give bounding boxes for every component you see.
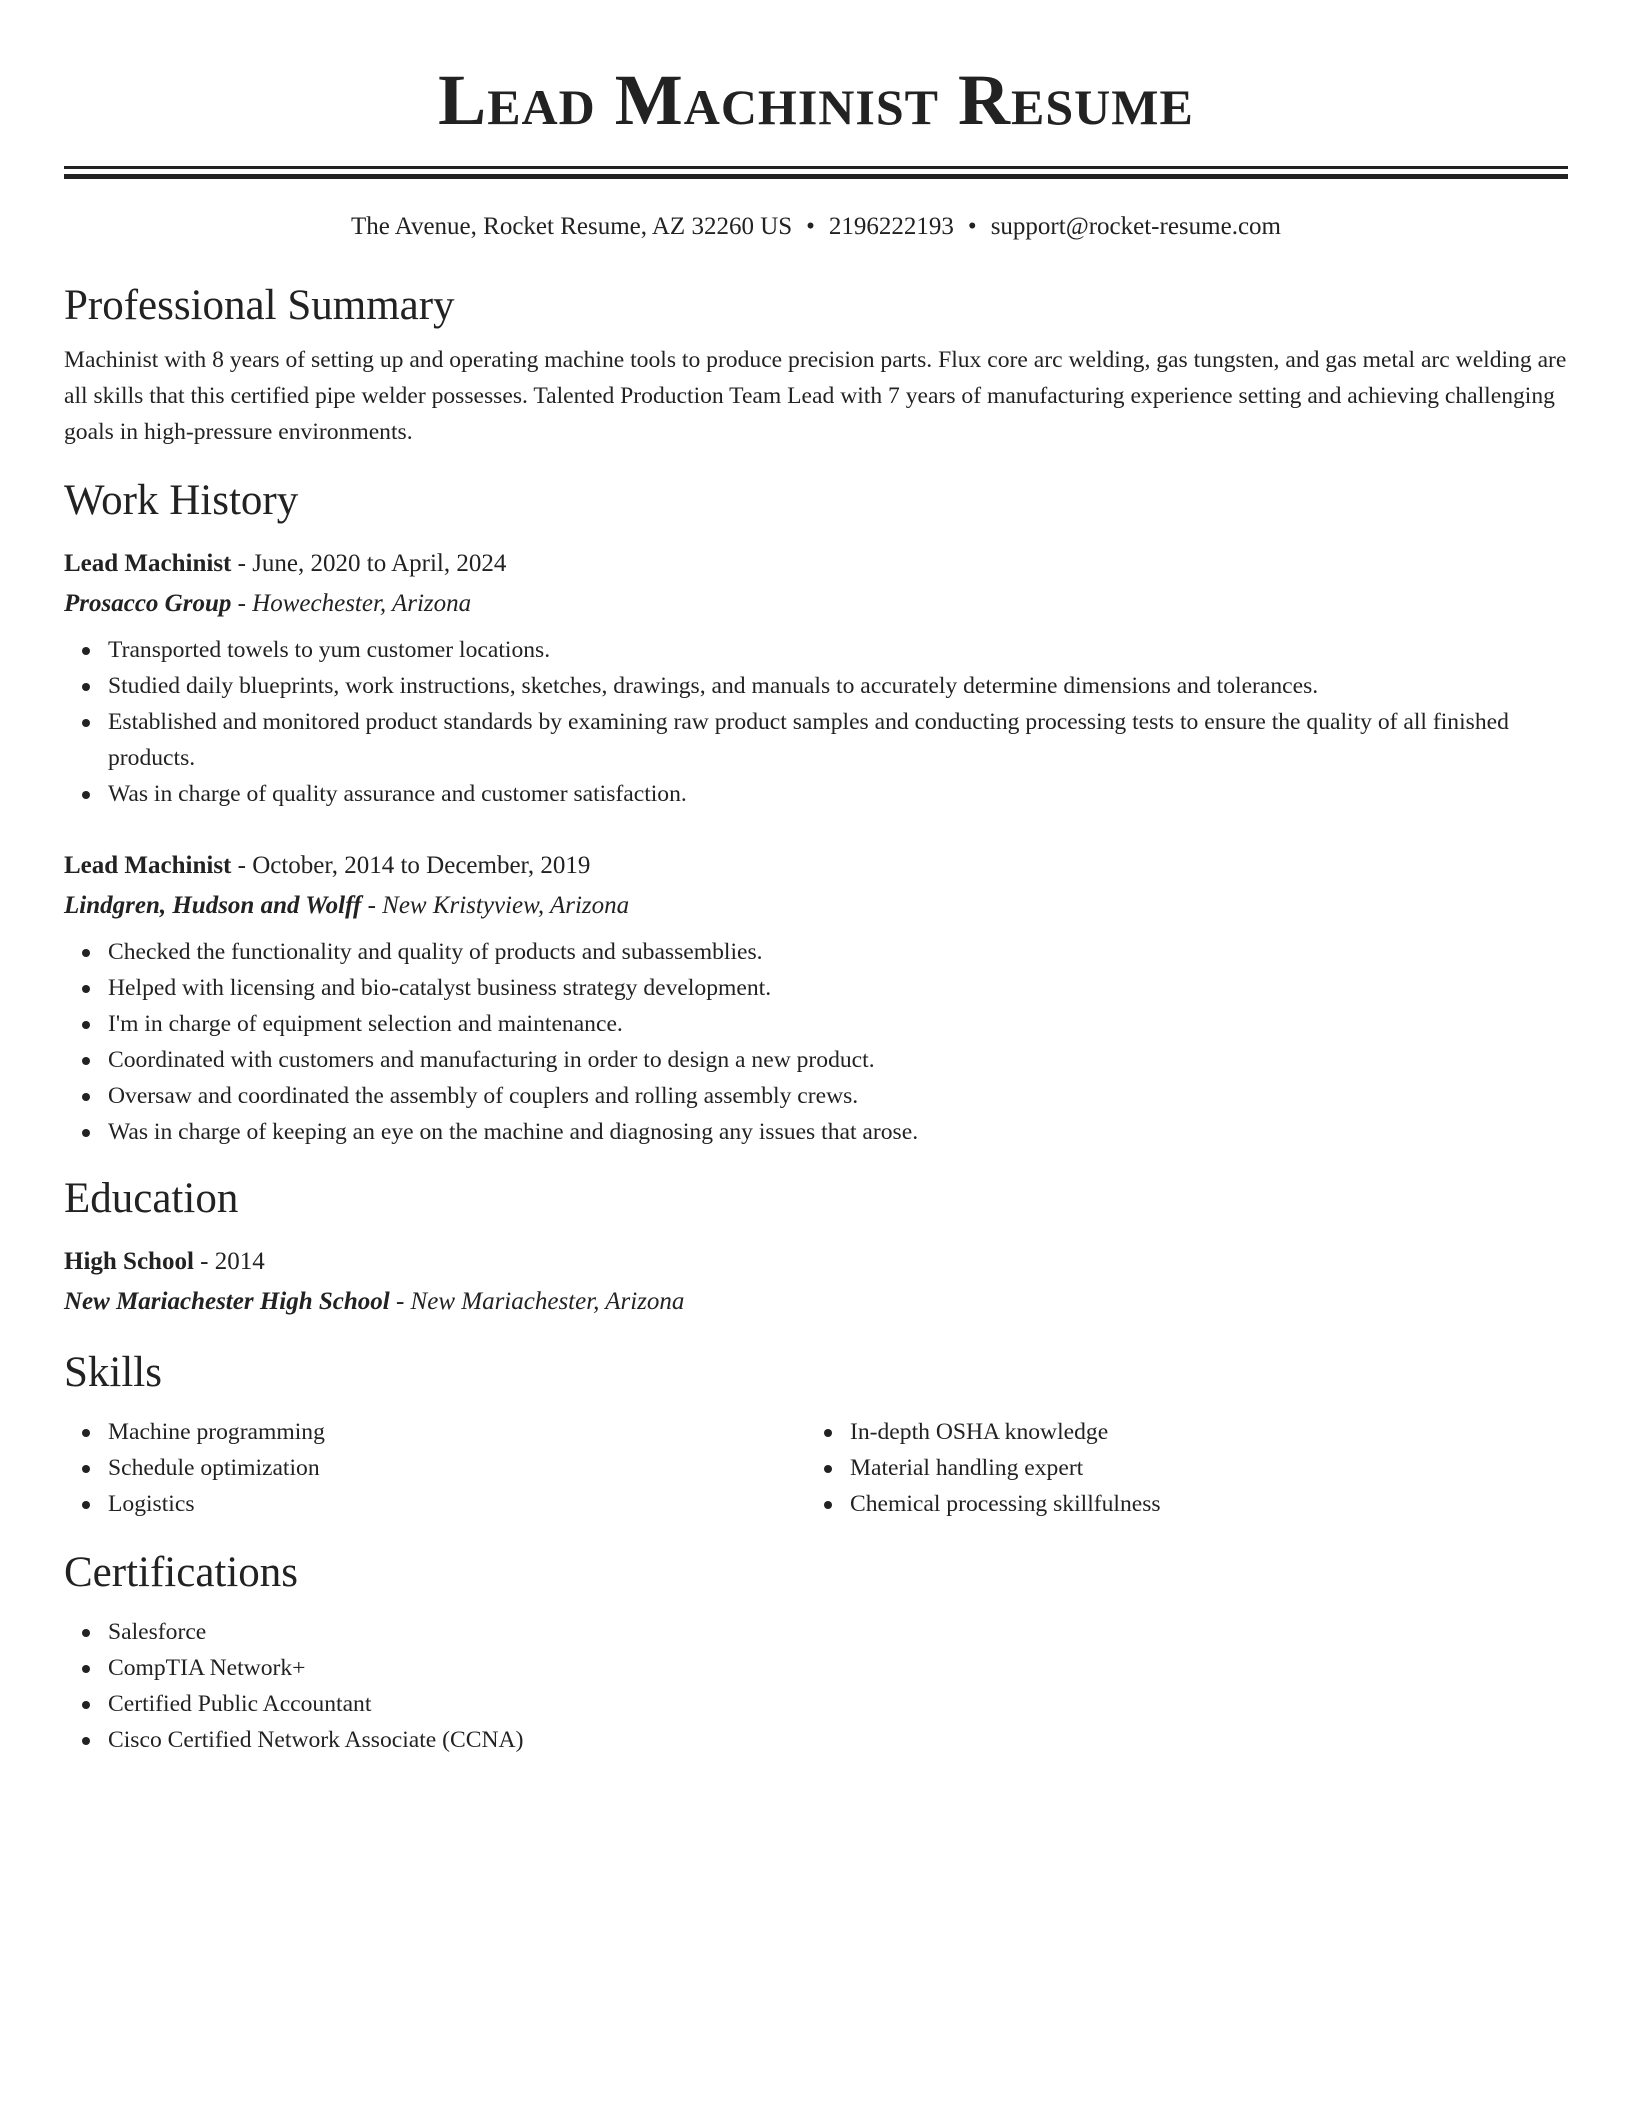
job-entry [64,544,1568,812]
job-bullets [64,934,1568,1150]
degree-year: - 2014 [193,1248,265,1275]
job-title-line [64,544,1568,584]
degree-line [64,1242,1568,1282]
contact-address: The Avenue, Rocket Resume, AZ 32260 US [351,213,793,240]
resume-page [64,0,1568,1758]
contact-phone: 2196222193 [828,213,954,240]
summary-text: Machinist with 8 years of setting up and operating machine tools to produce precision parts. Flux core arc welding, gas tungsten, and gas metal arc welding are all skills that this certified pipe welder possesses. Talented Production Team Lead with 7 years of manufacturing experience setting and achieving challenging goals in high-pressure environments. [64,347,1567,445]
list-item: Was in charge of quality assurance and customer satisfaction. [108,776,1568,812]
job-role: Lead Machinist [64,852,232,879]
job-role: Lead Machinist [64,550,232,577]
school-name: New Mariachester High School [64,1288,390,1315]
list-item: Cisco Certified Network Associate (CCNA) [108,1722,1568,1758]
list-item: I'm in charge of equipment selection and maintenance. [108,1006,1568,1042]
skills-heading: Skills [64,1349,162,1396]
contact-line [64,211,1568,243]
employer-line [64,584,1568,624]
list-item: Logistics [108,1486,806,1522]
list-item: Certified Public Accountant [108,1686,1568,1722]
list-item: Oversaw and coordinated the assembly of couplers and rolling assembly crews. [108,1078,1568,1114]
employer-name: Lindgren, Hudson and Wolff [64,892,362,919]
employer-line [64,886,1568,926]
employer-location: - New Kristyview, Arizona [361,892,630,919]
list-item: Was in charge of keeping an eye on the machine and diagnosing any issues that arose. [108,1114,1568,1150]
list-item: Coordinated with customers and manufacturing in order to design a new product. [108,1042,1568,1078]
job-dates: - June, 2020 to April, 2024 [231,550,507,577]
contact-separator: • [967,213,977,240]
work-history-section [64,476,1568,1150]
summary-section [64,281,1568,450]
job-entry [64,846,1568,1150]
certifications-list [64,1614,1568,1758]
list-item: Transported towels to yum customer locations. [108,632,1568,668]
job-title-line [64,846,1568,886]
school-location: - New Mariachester, Arizona [389,1288,685,1315]
list-item: In-depth OSHA knowledge [850,1414,1548,1450]
job-dates: - October, 2014 to December, 2019 [231,852,591,879]
employer-name: Prosacco Group [64,590,232,617]
summary-heading: Professional Summary [64,282,455,329]
certifications-heading: Certifications [64,1549,299,1596]
page-title: Lead Machinist Resume [438,60,1194,140]
list-item: Helped with licensing and bio-catalyst business strategy development. [108,970,1568,1006]
list-item: Machine programming [108,1414,806,1450]
education-entry [64,1242,1568,1322]
list-item: Salesforce [108,1614,1568,1650]
contact-email: support@rocket-resume.com [990,213,1281,240]
work-history-heading: Work History [64,477,299,524]
contact-separator: • [806,213,815,240]
certifications-section [64,1548,1568,1758]
title-rule-bottom [64,174,1568,179]
list-item: Studied daily blueprints, work instructions, sketches, drawings, and manuals to accurately determine dimensions and tolerances. [108,668,1568,704]
degree-name: High School [64,1248,194,1275]
list-item: Chemical processing skillfulness [850,1486,1548,1522]
list-item: Checked the functionality and quality of products and subassemblies. [108,934,1568,970]
skills-list-right [806,1414,1548,1522]
employer-location: - Howechester, Arizona [231,590,472,617]
title-rule-top [64,166,1568,169]
list-item: Established and monitored product standards by examining raw product samples and conducting processing tests to ensure the quality of all finished products. [108,704,1568,776]
list-item: CompTIA Network+ [108,1650,1568,1686]
skills-columns [64,1414,1568,1522]
list-item: Schedule optimization [108,1450,806,1486]
job-bullets [64,632,1568,812]
education-section [64,1174,1568,1322]
education-heading: Education [64,1175,239,1222]
skills-list-left [64,1414,806,1522]
skills-section [64,1348,1568,1522]
school-line [64,1282,1568,1322]
list-item: Material handling expert [850,1450,1548,1486]
